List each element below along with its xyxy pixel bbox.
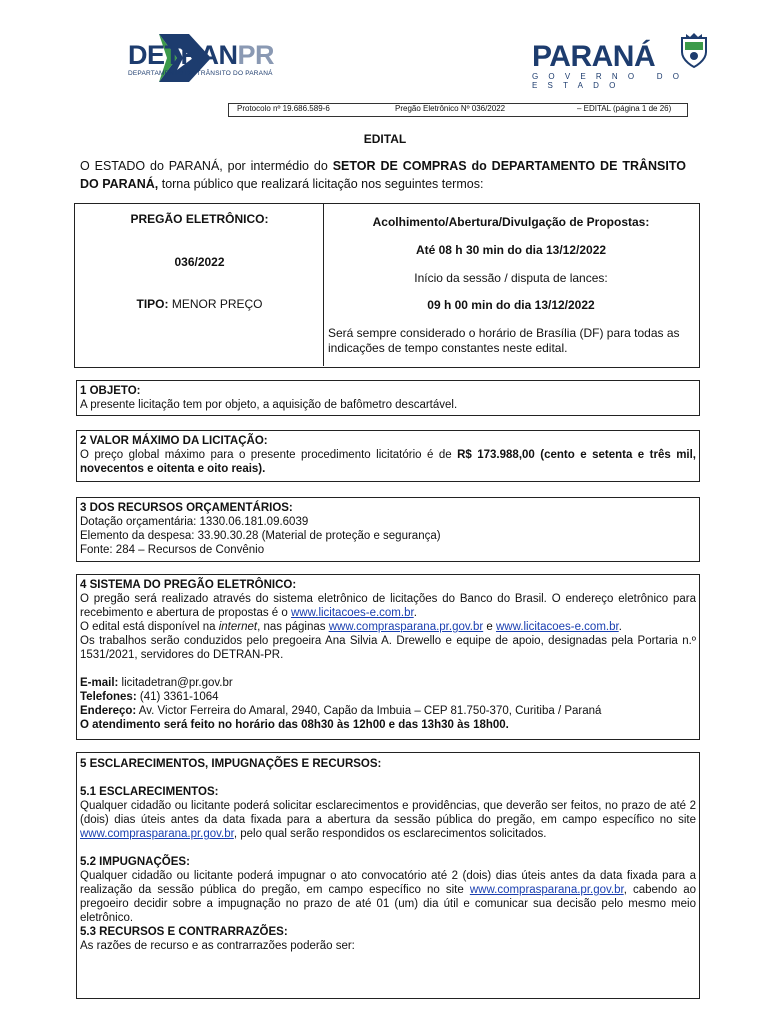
acolhimento-title: Acolhimento/Abertura/Divulgação de Propostas: [372,215,650,229]
section-title: 5 ESCLARECIMENTOS, IMPUGNAÇÕES E RECURSOS: [80,758,382,770]
comprasparana-link[interactable]: www.comprasparana.pr.gov.br [469,884,624,896]
protocol-bar [228,103,688,117]
edital-page-indicator: – EDITAL (página 1 de 26) [577,104,672,113]
document-title: EDITAL [363,132,407,146]
address-line: Endereço: Av. Victor Ferreira do Amaral, 2940, Capão da Imbuia – CEP 81.750-370, Curitiba / Paraná [80,705,602,717]
comprasparana-link[interactable]: www.comprasparana.pr.gov.br [80,828,234,840]
pregao-number: 036/2022 [174,255,225,269]
licitacoes-link[interactable]: www.licitacoes-e.com.br [495,621,619,633]
detran-wordmark: DETRANPR [128,40,275,70]
subsection-title: 5.2 IMPUGNAÇÕES: [80,856,190,868]
protocol-number: Protocolo nº 19.686.589-6 [237,104,330,113]
fonte-line: Fonte: 284 – Recursos de Convênio [80,544,265,556]
section-body: Qualquer cidadão ou licitante poderá impugnar o ato convocatório até 2 (dois) dias úteis antes da data fixada para a realização da sessão pública do pregão, em campo específico no site www.comprasparana.pr.gov.br, cabendo ao pregoeiro decidir sobre a impugnação no prazo de até 01 (um) dia útil e comunicar sua decisão pelo mesmo meio eletrônico. [80,870,696,924]
section-title: 2 VALOR MÁXIMO DA LICITAÇÃO: [80,435,268,447]
email-line: E-mail: licitadetran@pr.gov.br [80,677,233,689]
subsection-title: 5.3 RECURSOS E CONTRARRAZÕES: [80,926,288,938]
parana-subtitle: GOVERNO DO ESTADO [532,72,690,90]
pregao-reference: Pregão Eletrônico Nº 036/2022 [395,104,506,113]
section-title: 4 SISTEMA DO PREGÃO ELETRÔNICO: [80,579,297,591]
elemento-line: Elemento da despesa: 33.90.30.28 (Material de proteção e segurança) [80,530,441,542]
section-valor-maximo [76,430,700,482]
dotacao-line: Dotação orçamentária: 1330.06.181.09.6039 [80,516,309,528]
pregao-tipo: TIPO: MENOR PREÇO [136,297,263,311]
section-esclarecimentos [76,752,700,999]
session-time: 09 h 00 min do dia 13/12/2022 [427,298,595,312]
comprasparana-link[interactable]: www.comprasparana.pr.gov.br [328,621,484,633]
phone-line: Telefones: (41) 3361-1064 [80,691,219,703]
intro-paragraph: O ESTADO do PARANÁ, por intermédio do SETOR DE COMPRAS do DEPARTAMENTO DE TRÂNSITO DO PARANÁ, torna público que realizará licitação nos seguintes termos: [80,159,686,191]
detran-subtitle: DEPARTAMENTO DE TRÂNSITO DO PARANÁ [128,70,273,77]
section-body: O preço global máximo para o presente procedimento licitatório é de R$ 173.988,00 (cento e setenta e três mil, novecentos e oitenta e oito reais). [80,449,697,475]
section-body: Qualquer cidadão ou licitante poderá solicitar esclarecimentos e providências, que deverão ser feitos, no prazo de até 2 (dois) dias úteis antes da data fixada para a abertura da sessão pública do pregão, em campo específico no site www.comprasparana.pr.gov.br, pelo qual serão respondidos os esclarecimentos solicitados. [80,800,696,840]
subsection-title: 5.1 ESCLARECIMENTOS: [80,786,219,798]
section-title: 1 OBJETO: [80,385,141,397]
section-body: A presente licitação tem por objeto, a aquisição de bafômetro descartável. [80,399,458,411]
session-label: Início da sessão / disputa de lances: [414,271,608,285]
section-body: As razões de recurso e as contrarrazões poderão ser: [80,940,355,952]
brasilia-time-note: Será sempre considerado o horário de Brasília (DF) para todas as indicações de tempo constantes neste edital. [328,326,680,355]
hours-line: O atendimento será feito no horário das 08h30 às 12h00 e das 13h30 às 18h00. [80,719,509,731]
section-body: O edital está disponível na internet, nas páginas www.comprasparana.pr.gov.br e www.licitacoes-e.com.br. [80,621,622,633]
section-sistema-pregao [76,574,700,740]
section-body: Os trabalhos serão conduzidos pelo pregoeira Ana Silvia A. Drewello e equipe de apoio, designadas pela Portaria n.º 1531/2021, servidores do DETRAN-PR. [80,635,696,661]
section-recursos-orcamentarios [76,497,700,562]
section-objeto [76,380,700,416]
deadline: Até 08 h 30 min do dia 13/12/2022 [415,243,607,257]
section-body: O pregão será realizado através do sistema eletrônico de licitações do Banco do Brasil. O endereço eletrônico para recebimento e abertura de propostas é o www.licitacoes-e.com.br. [80,593,696,619]
pregao-title: PREGÃO ELETRÔNICO: [130,212,269,226]
parana-wordmark: PARANÁ [532,40,656,73]
licitacoes-link[interactable]: www.licitacoes-e.com.br [290,607,414,619]
section-title: 3 DOS RECURSOS ORÇAMENTÁRIOS: [80,502,293,514]
coat-of-arms-icon [676,30,712,70]
